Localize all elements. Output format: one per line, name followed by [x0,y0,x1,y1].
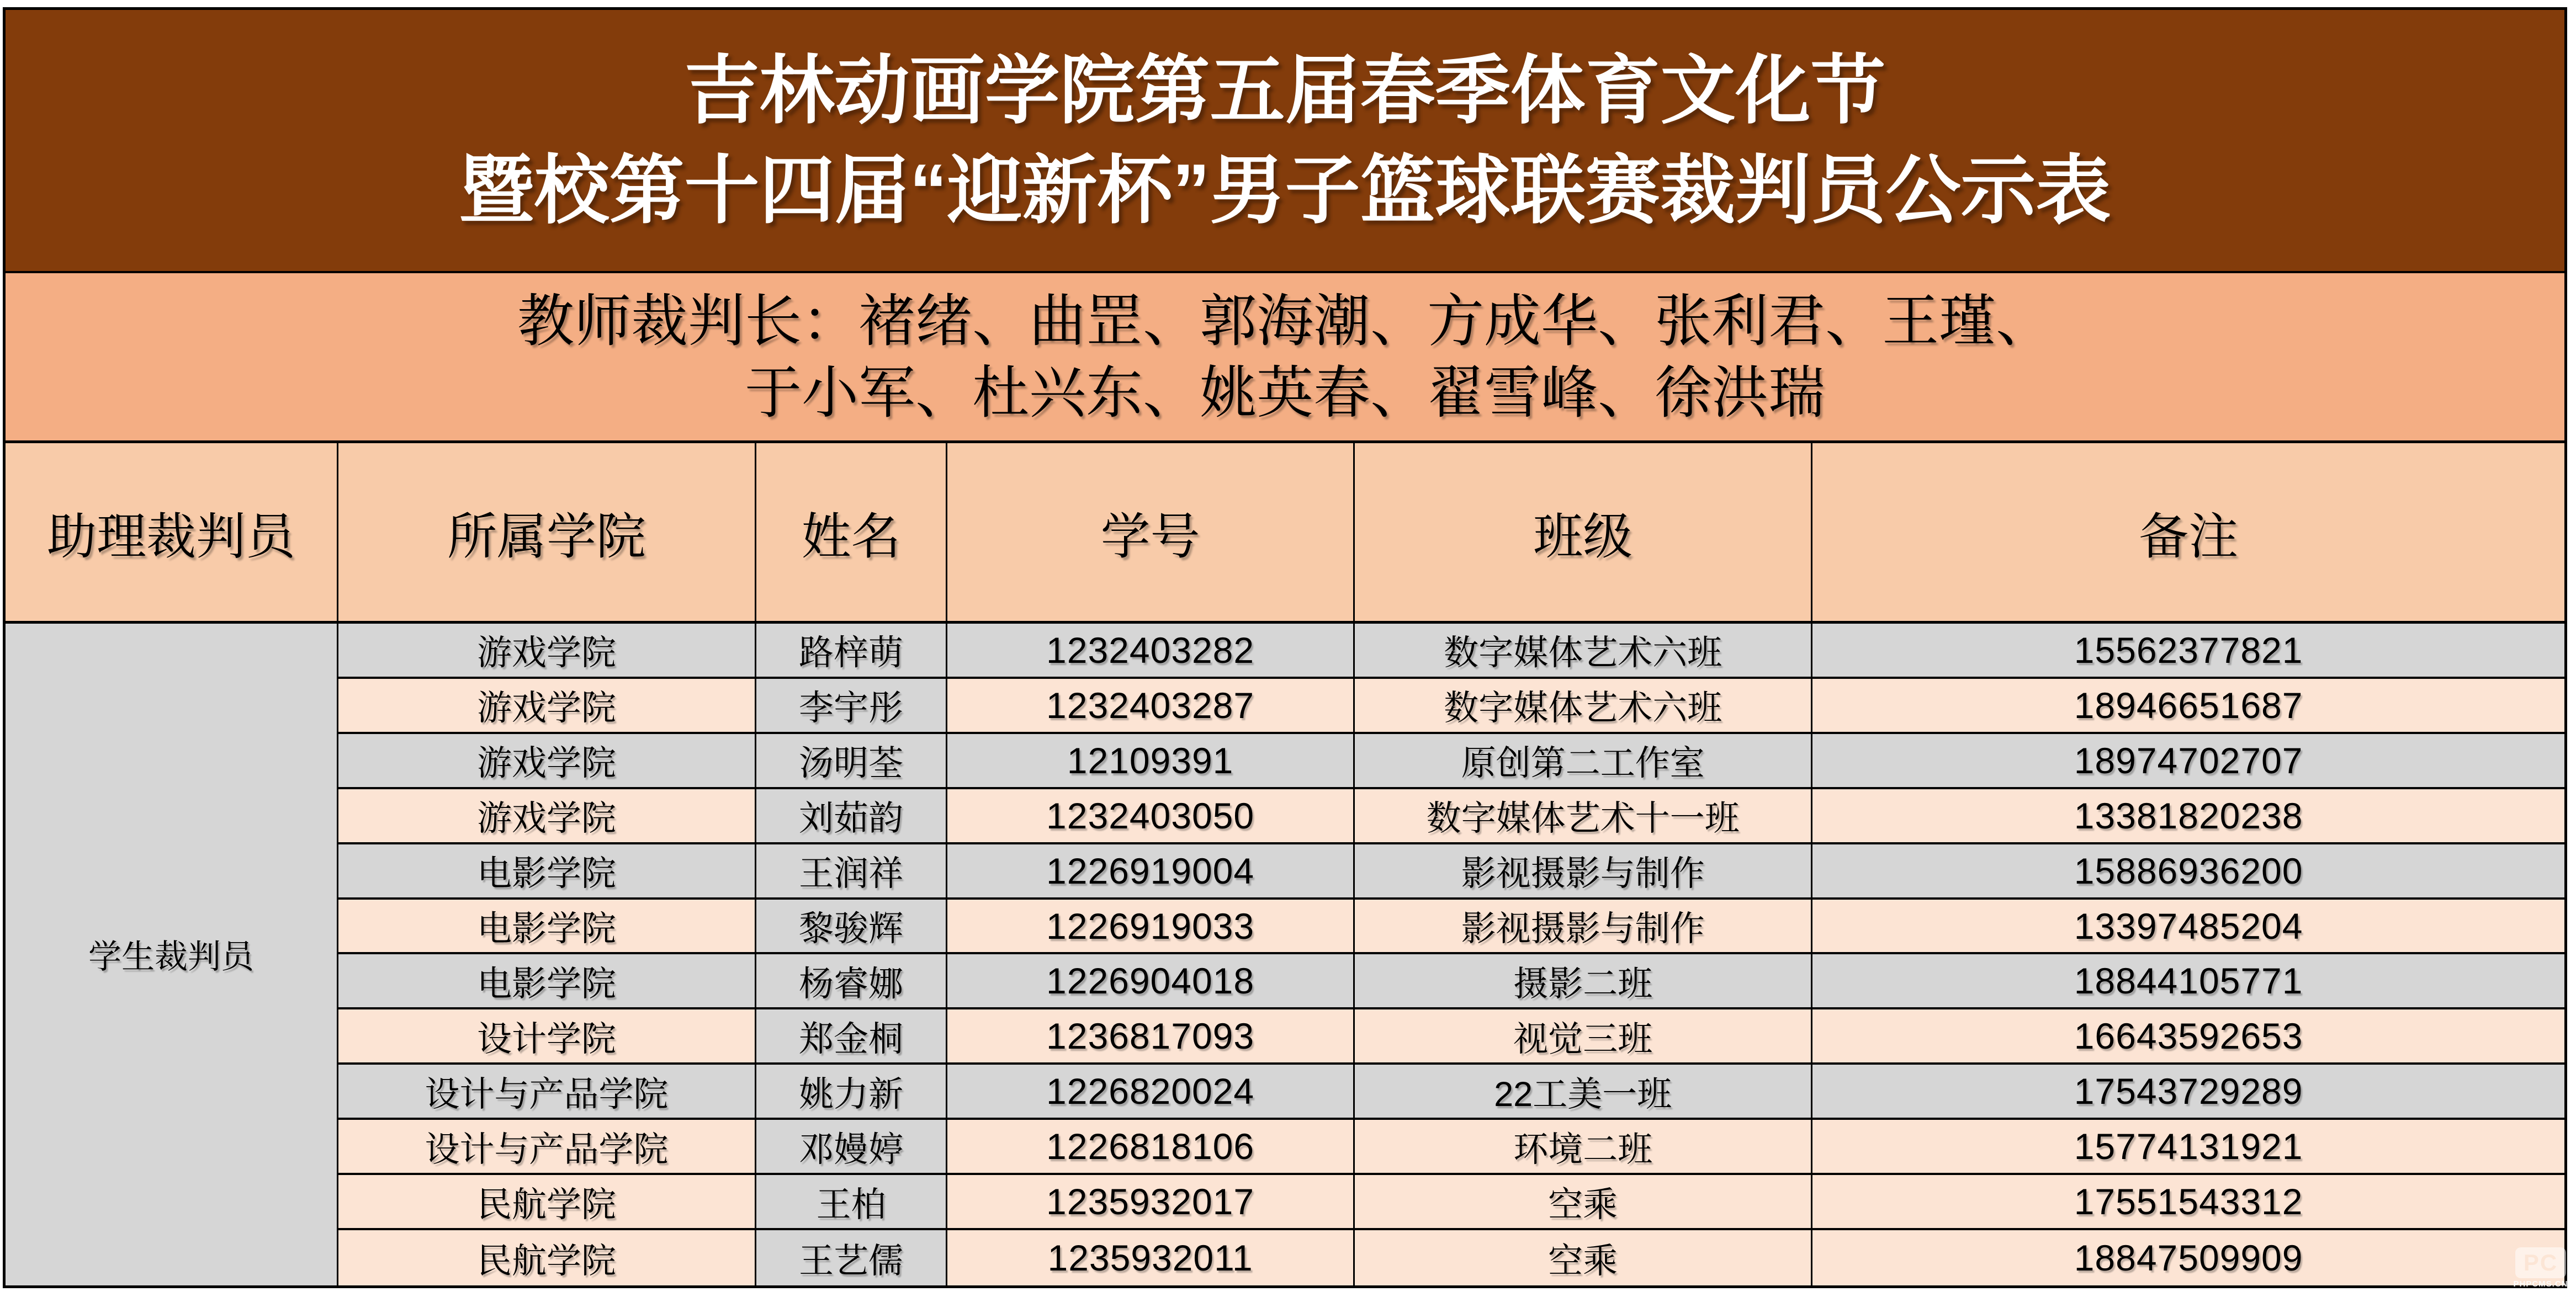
college-cell: 设计与产品学院 [338,1065,756,1120]
class-cell: 数字媒体艺术六班 [1355,679,1812,734]
note-cell: 17543729289 [1812,1065,2564,1120]
student-id-cell: 1235932011 [947,1230,1355,1285]
name-cell: 杨睿娜 [756,954,947,1009]
note-cell: 18844105771 [1812,954,2564,1009]
name-cell: 邓嫚婷 [756,1120,947,1175]
header-cell-assistant-referee: 助理裁判员 [6,443,338,621]
class-cell: 环境二班 [1355,1120,1812,1175]
name-cell: 黎骏辉 [756,900,947,955]
name-cell: 刘茹韵 [756,789,947,844]
name-cell: 汤明荃 [756,734,947,789]
note-cell: 16643592653 [1812,1009,2564,1065]
title-line-1: 吉林动画学院第五届春季体育文化节 [684,48,1886,132]
class-cell: 影视摄影与制作 [1355,844,1812,900]
note-cell: 15886936200 [1812,844,2564,900]
class-cell: 数字媒体艺术十一班 [1355,789,1812,844]
name-cell: 路梓萌 [756,624,947,679]
table-header-row [6,443,2564,624]
student-id-cell: 1226919033 [947,900,1355,955]
teacher-referee-banner [6,273,2564,443]
header-cell-note: 备注 [2139,509,2239,565]
title-banner [6,10,2564,273]
class-cell: 空乘 [1355,1230,1812,1285]
college-cell: 游戏学院 [338,679,756,734]
note-cell: 13397485204 [1812,900,2564,955]
student-id-cell: 1226919004 [947,844,1355,900]
class-cell: 影视摄影与制作 [1355,900,1812,955]
college-cell: 设计学院 [338,1009,756,1065]
watermark [2513,1247,2568,1289]
student-id-cell: 1226818106 [947,1120,1355,1175]
student-id-cell: 12109391 [947,734,1355,789]
student-id-cell: 1226904018 [947,954,1355,1009]
watermark-text: PHPCMS.CN [2513,1279,2568,1289]
student-id-cell: 1226820024 [947,1065,1355,1120]
table-body [6,624,2564,1285]
name-cell: 姚力新 [756,1065,947,1120]
name-cell: 王润祥 [756,844,947,900]
college-cell: 民航学院 [338,1175,756,1230]
class-cell: 摄影二班 [1355,954,1812,1009]
header-cell-college: 所属学院 [338,443,756,621]
college-cell: 游戏学院 [338,624,756,679]
note-cell: 18946651687 [1812,679,2564,734]
note-cell: 15562377821 [1812,624,2564,679]
student-id-cell: 1232403050 [947,789,1355,844]
class-cell: 22工美一班 [1355,1065,1812,1120]
student-id-cell: 1232403282 [947,624,1355,679]
class-cell: 数字媒体艺术六班 [1355,624,1812,679]
header-cell-class: 班级 [1355,443,1812,621]
watermark-logo: PC [2515,1247,2566,1278]
note-cell: 18974702707 [1812,734,2564,789]
student-id-cell: 1236817093 [947,1009,1355,1065]
header-cell-name: 姓名 [756,443,947,621]
class-cell: 空乘 [1355,1175,1812,1230]
name-cell: 王艺儒 [756,1230,947,1285]
college-cell: 游戏学院 [338,789,756,844]
header-cell-student-id: 学号 [947,443,1355,621]
note-cell: 15774131921 [1812,1120,2564,1175]
teacher-referee-line-1: 教师裁判长：褚绪、曲罡、郭海潮、方成华、张利君、王瑾、 [517,289,2053,353]
name-cell: 王柏 [756,1175,947,1230]
note-cell: 13381820238 [1812,789,2564,844]
student-id-cell: 1235932017 [947,1175,1355,1230]
college-cell: 设计与产品学院 [338,1120,756,1175]
title-line-2: 暨校第十四届“迎新杯”男子篮球联赛裁判员公示表 [459,148,2111,232]
referee-announcement-table [3,7,2567,1288]
class-cell: 原创第二工作室 [1355,734,1812,789]
name-cell: 郑金桐 [756,1009,947,1065]
student-id-cell: 1232403287 [947,679,1355,734]
college-cell: 电影学院 [338,900,756,955]
student-referee-group-cell: 学生裁判员 [6,624,338,1285]
college-cell: 电影学院 [338,844,756,900]
class-cell: 视觉三班 [1355,1009,1812,1065]
college-cell: 游戏学院 [338,734,756,789]
college-cell: 电影学院 [338,954,756,1009]
name-cell: 李宇彤 [756,679,947,734]
teacher-referee-line-2: 于小军、杜兴东、姚英春、翟雪峰、徐洪瑞 [745,360,1825,424]
note-cell: 18847509909 [1812,1230,2564,1285]
college-cell: 民航学院 [338,1230,756,1285]
note-cell: 17551543312 [1812,1175,2564,1230]
